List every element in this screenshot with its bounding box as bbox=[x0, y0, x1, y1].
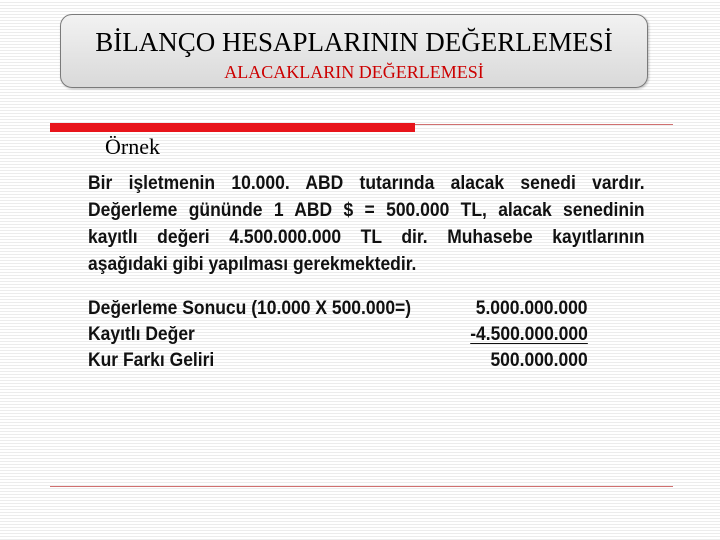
divider-bottom bbox=[50, 486, 673, 487]
calculation-label: Değerleme Sonucu (10.000 X 500.000=) bbox=[88, 298, 412, 319]
divider-top bbox=[415, 124, 673, 125]
calculation-row bbox=[88, 348, 588, 374]
calculation-row bbox=[88, 322, 588, 348]
calculation-label: Kayıtlı Değer bbox=[88, 324, 195, 345]
paragraph-line-4: aşağıdaki gibi yapılması gerekmektedir. bbox=[88, 254, 417, 275]
page-subtitle: ALACAKLARIN DEĞERLEMESİ bbox=[224, 62, 484, 82]
accent-bar bbox=[50, 123, 415, 132]
section-label: Örnek bbox=[105, 134, 160, 159]
title-box bbox=[60, 14, 648, 88]
calculation-label: Kur Farkı Geliri bbox=[88, 350, 215, 371]
calculation-value: 5.000.000.000 bbox=[476, 298, 588, 319]
paragraph-line-3: kayıtlı değeri 4.500.000.000 TL dir. Muhasebe kayıtlarının bbox=[88, 227, 645, 248]
example-paragraph bbox=[88, 170, 645, 278]
calculation-value: -4.500.000.000 bbox=[470, 324, 588, 345]
paragraph-line-2: Değerleme gününde 1 ABD $ = 500.000 TL, alacak senedinin bbox=[88, 200, 645, 221]
calculation-value: 500.000.000 bbox=[490, 350, 588, 371]
calculation-table bbox=[88, 296, 588, 374]
calculation-row bbox=[88, 296, 588, 322]
page-title: BİLANÇO HESAPLARININ DEĞERLEMESİ bbox=[95, 27, 613, 57]
paragraph-line-1: Bir işletmenin 10.000. ABD tutarında alacak senedi vardır. bbox=[88, 173, 645, 194]
